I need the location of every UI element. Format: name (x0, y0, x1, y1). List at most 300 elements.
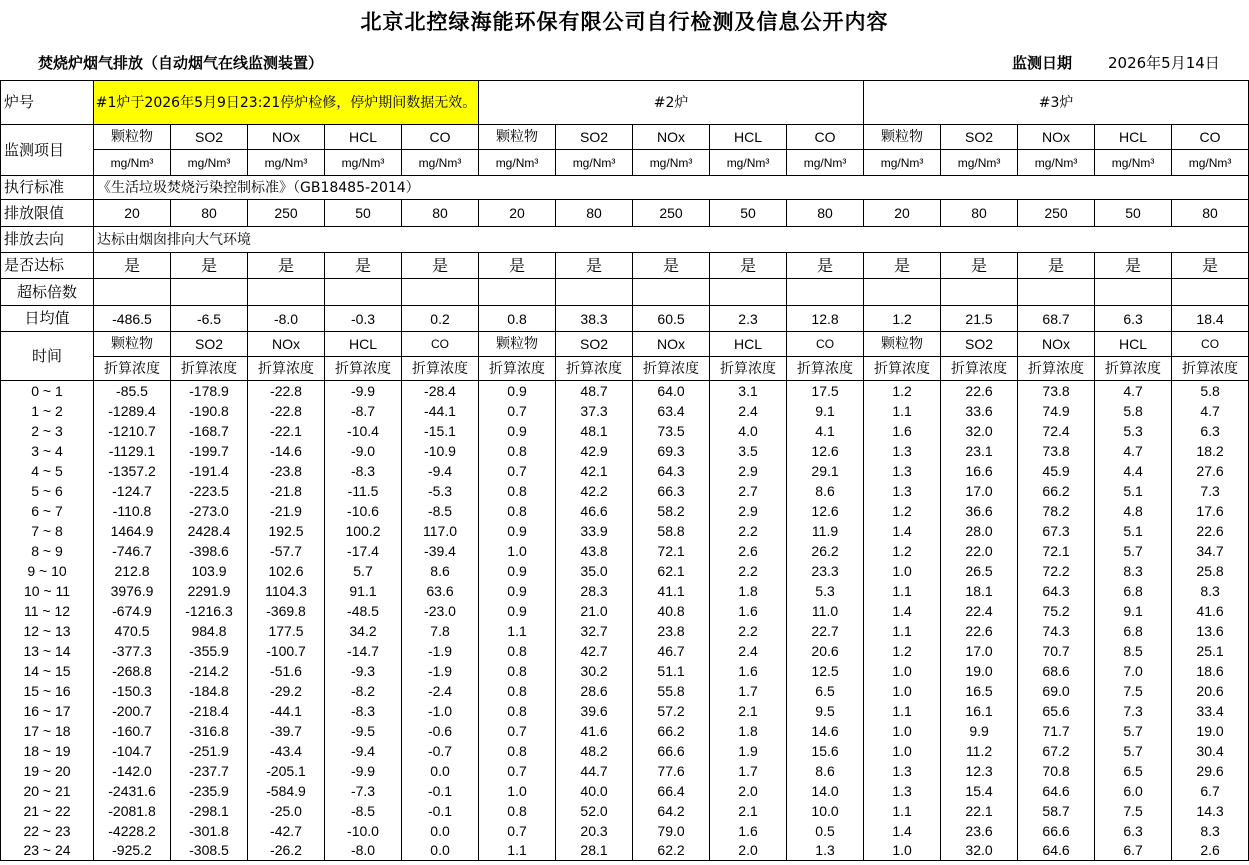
data-cell: 22.4 (941, 601, 1018, 621)
hour-label: 10 ~ 11 (1, 581, 94, 601)
table-row (1, 541, 1249, 561)
hour-label: 19 ~ 20 (1, 761, 94, 781)
pollutant-header: SO2 (941, 125, 1018, 150)
data-cell: 8.6 (787, 761, 864, 781)
data-cell: 16.5 (941, 681, 1018, 701)
data-cell: 2.2 (710, 521, 787, 541)
table-row (1, 721, 1249, 741)
data-cell: 42.9 (556, 441, 633, 461)
pollutant-header: CO (402, 125, 479, 150)
data-cell: 0.8 (479, 681, 556, 701)
data-cell: 1.1 (864, 801, 941, 821)
unit-label: mg/Nm³ (710, 150, 787, 176)
data-cell: -268.8 (94, 661, 171, 681)
data-cell: 28.0 (941, 521, 1018, 541)
compliance-value: 是 (325, 253, 402, 279)
unit-label: mg/Nm³ (1018, 150, 1095, 176)
data-cell: -184.8 (171, 681, 248, 701)
data-cell: -8.2 (325, 681, 402, 701)
data-cell: 7.5 (1095, 801, 1172, 821)
data-cell: 41.6 (1172, 601, 1249, 621)
data-cell: 42.7 (556, 641, 633, 661)
data-cell: 1.3 (864, 781, 941, 801)
data-cell: -1.9 (402, 641, 479, 661)
daily-avg-value: 1.2 (864, 306, 941, 332)
data-cell: 72.1 (633, 541, 710, 561)
data-cell: 33.6 (941, 401, 1018, 421)
data-cell: 32.0 (941, 841, 1018, 861)
data-cell: -25.0 (248, 801, 325, 821)
data-cell: 64.3 (1018, 581, 1095, 601)
data-cell: 0.8 (479, 441, 556, 461)
data-cell: 20.6 (787, 641, 864, 661)
data-cell: -100.7 (248, 641, 325, 661)
data-cell: 11.0 (787, 601, 864, 621)
data-cell: -2431.6 (94, 781, 171, 801)
table-row (1, 401, 1249, 421)
data-cell: 1.3 (864, 461, 941, 481)
data-cell: 2.7 (710, 481, 787, 501)
pollutant-header: NOx (1018, 125, 1095, 150)
data-cell: 0.7 (479, 461, 556, 481)
limit-value: 50 (325, 200, 402, 227)
monitoring-date-label: 监测日期 (1012, 54, 1073, 72)
hour-label: 7 ~ 8 (1, 521, 94, 541)
data-cell: -2.4 (402, 681, 479, 701)
furnace-row (1, 81, 1249, 125)
pollutant-header: SO2 (556, 125, 633, 150)
data-cell: 63.6 (402, 581, 479, 601)
pollutant-header: SO2 (556, 332, 633, 357)
data-cell: 1.4 (864, 601, 941, 621)
data-cell: 74.3 (1018, 621, 1095, 641)
direction-label: 排放去向 (1, 227, 94, 253)
data-cell: 32.0 (941, 421, 1018, 441)
data-cell: 1.1 (864, 401, 941, 421)
data-cell: -10.4 (325, 421, 402, 441)
conc-header: 折算浓度 (864, 357, 941, 381)
data-cell: 69.3 (633, 441, 710, 461)
data-cell: -8.3 (325, 701, 402, 721)
data-cell: -26.2 (248, 841, 325, 861)
hour-label: 4 ~ 5 (1, 461, 94, 481)
data-cell: 1.3 (864, 761, 941, 781)
pollutant-row (1, 125, 1249, 150)
data-cell: 67.3 (1018, 521, 1095, 541)
data-cell: -9.3 (325, 661, 402, 681)
exceed-value (402, 279, 479, 306)
standard-label: 执行标准 (1, 176, 94, 200)
table-row (1, 641, 1249, 661)
limit-label: 排放限值 (1, 200, 94, 227)
data-cell: -124.7 (94, 481, 171, 501)
exceed-value (864, 279, 941, 306)
data-cell: 67.2 (1018, 741, 1095, 761)
daily-avg-value: -0.3 (325, 306, 402, 332)
data-cell: 66.6 (633, 741, 710, 761)
data-cell: 23.6 (941, 821, 1018, 841)
daily-avg-value: -486.5 (94, 306, 171, 332)
data-cell: -168.7 (171, 421, 248, 441)
data-cell: -22.8 (248, 401, 325, 421)
compliance-value: 是 (1172, 253, 1249, 279)
data-cell: -7.3 (325, 781, 402, 801)
data-cell: 65.6 (1018, 701, 1095, 721)
data-cell: 1.2 (864, 501, 941, 521)
hour-label: 3 ~ 4 (1, 441, 94, 461)
data-cell: 21.0 (556, 601, 633, 621)
daily-avg-label: 日均值 (1, 306, 94, 332)
daily-avg-value: -8.0 (248, 306, 325, 332)
pollutant-header: HCL (710, 125, 787, 150)
data-cell: 14.0 (787, 781, 864, 801)
exceed-value (94, 279, 171, 306)
data-cell: 2.1 (710, 801, 787, 821)
exceed-value (1095, 279, 1172, 306)
unit-label: mg/Nm³ (402, 150, 479, 176)
data-cell: 64.6 (1018, 841, 1095, 861)
data-cell: 66.2 (1018, 481, 1095, 501)
data-cell: 7.8 (402, 621, 479, 641)
daily-avg-value: 18.4 (1172, 306, 1249, 332)
pollutant-header: NOx (248, 125, 325, 150)
data-cell: 6.7 (1172, 781, 1249, 801)
data-cell: 1.0 (864, 661, 941, 681)
unit-label: mg/Nm³ (1095, 150, 1172, 176)
data-cell: 6.5 (1095, 761, 1172, 781)
data-cell: 2.0 (710, 781, 787, 801)
data-cell: 1.9 (710, 741, 787, 761)
data-cell: 2.4 (710, 641, 787, 661)
unit-label: mg/Nm³ (941, 150, 1018, 176)
pollutant-header: HCL (325, 125, 402, 150)
data-cell: -10.6 (325, 501, 402, 521)
data-cell: 102.6 (248, 561, 325, 581)
data-cell: 177.5 (248, 621, 325, 641)
data-cell: 8.3 (1172, 821, 1249, 841)
data-cell: 1.4 (864, 521, 941, 541)
data-cell: 3.1 (710, 381, 787, 401)
conc-header: 折算浓度 (941, 357, 1018, 381)
data-cell: 9.9 (941, 721, 1018, 741)
hour-label: 9 ~ 10 (1, 561, 94, 581)
data-cell: 48.1 (556, 421, 633, 441)
hour-label: 13 ~ 14 (1, 641, 94, 661)
data-cell: 28.1 (556, 841, 633, 861)
pollutant-header: SO2 (171, 125, 248, 150)
compliance-value: 是 (479, 253, 556, 279)
data-cell: -0.6 (402, 721, 479, 741)
data-cell: -1357.2 (94, 461, 171, 481)
hour-label: 12 ~ 13 (1, 621, 94, 641)
conc-header: 折算浓度 (1095, 357, 1172, 381)
data-cell: 3976.9 (94, 581, 171, 601)
data-cell: 22.1 (941, 801, 1018, 821)
conc-header: 折算浓度 (710, 357, 787, 381)
data-cell: 8.6 (402, 561, 479, 581)
data-cell: -29.2 (248, 681, 325, 701)
data-cell: 2.6 (1172, 841, 1249, 861)
data-cell: 6.7 (1095, 841, 1172, 861)
data-cell: -8.3 (325, 461, 402, 481)
data-cell: -22.1 (248, 421, 325, 441)
table-row (1, 601, 1249, 621)
exceed-value (556, 279, 633, 306)
exceed-label: 超标倍数 (1, 279, 94, 306)
compliance-row (1, 253, 1249, 279)
data-cell: -142.0 (94, 761, 171, 781)
data-cell: 29.6 (1172, 761, 1249, 781)
hour-label: 0 ~ 1 (1, 381, 94, 401)
table-row (1, 821, 1249, 841)
table-row (1, 841, 1249, 861)
data-cell: 70.8 (1018, 761, 1095, 781)
data-cell: -8.7 (325, 401, 402, 421)
hour-label: 11 ~ 12 (1, 601, 94, 621)
data-cell: -1.0 (402, 701, 479, 721)
data-cell: 91.1 (325, 581, 402, 601)
hour-label: 17 ~ 18 (1, 721, 94, 741)
data-cell: 0.0 (402, 821, 479, 841)
compliance-value: 是 (1018, 253, 1095, 279)
data-cell: -14.7 (325, 641, 402, 661)
pollutant-header: 颗粒物 (864, 125, 941, 150)
pollutant-header: SO2 (941, 332, 1018, 357)
compliance-value: 是 (402, 253, 479, 279)
unit-label: mg/Nm³ (787, 150, 864, 176)
data-cell: 1.6 (864, 421, 941, 441)
data-cell: 42.2 (556, 481, 633, 501)
data-cell: 1.6 (710, 661, 787, 681)
data-cell: 28.3 (556, 581, 633, 601)
conc-header: 折算浓度 (1018, 357, 1095, 381)
data-cell: 6.8 (1095, 621, 1172, 641)
data-cell: 51.1 (633, 661, 710, 681)
data-cell: 64.0 (633, 381, 710, 401)
limit-value: 80 (787, 200, 864, 227)
data-cell: 0.8 (479, 501, 556, 521)
data-cell: 9.1 (787, 401, 864, 421)
data-cell: 1.3 (787, 841, 864, 861)
compliance-value: 是 (171, 253, 248, 279)
data-cell: 70.7 (1018, 641, 1095, 661)
data-cell: 62.2 (633, 841, 710, 861)
hour-label: 21 ~ 22 (1, 801, 94, 821)
data-cell: 5.7 (325, 561, 402, 581)
data-cell: -308.5 (171, 841, 248, 861)
data-cell: 6.8 (1095, 581, 1172, 601)
data-cell: 1.0 (864, 741, 941, 761)
data-cell: 71.7 (1018, 721, 1095, 741)
exceed-value (710, 279, 787, 306)
data-cell: 0.5 (787, 821, 864, 841)
pollutant-header: NOx (633, 125, 710, 150)
hour-label: 15 ~ 16 (1, 681, 94, 701)
data-cell: 64.2 (633, 801, 710, 821)
conc-header: 折算浓度 (787, 357, 864, 381)
unit-label: mg/Nm³ (864, 150, 941, 176)
hour-label: 20 ~ 21 (1, 781, 94, 801)
furnace1-notice: #1炉于2026年5月9日23:21停炉检修，停炉期间数据无效。 (94, 81, 479, 125)
data-cell: 1.2 (864, 541, 941, 561)
data-cell: 41.6 (556, 721, 633, 741)
data-cell: 43.8 (556, 541, 633, 561)
data-cell: 13.6 (1172, 621, 1249, 641)
table-row (1, 501, 1249, 521)
data-cell: -1210.7 (94, 421, 171, 441)
data-cell: 984.8 (171, 621, 248, 641)
data-cell: 62.1 (633, 561, 710, 581)
data-cell: 17.5 (787, 381, 864, 401)
data-cell: -1289.4 (94, 401, 171, 421)
daily-avg-value: 38.3 (556, 306, 633, 332)
furnace2-header: #2炉 (479, 81, 864, 125)
table-row (1, 801, 1249, 821)
pollutant-header: NOx (248, 332, 325, 357)
data-cell: 29.1 (787, 461, 864, 481)
data-cell: 4.4 (1095, 461, 1172, 481)
data-cell: 2.9 (710, 501, 787, 521)
data-cell: 17.6 (1172, 501, 1249, 521)
data-cell: 66.4 (633, 781, 710, 801)
data-cell: 72.4 (1018, 421, 1095, 441)
limit-value: 80 (402, 200, 479, 227)
pollutant-header: HCL (1095, 332, 1172, 357)
data-cell: 57.2 (633, 701, 710, 721)
data-cell: 1.0 (479, 541, 556, 561)
data-cell: 73.5 (633, 421, 710, 441)
data-cell: -746.7 (94, 541, 171, 561)
data-cell: 0.9 (479, 421, 556, 441)
data-cell: -398.6 (171, 541, 248, 561)
data-cell: 34.7 (1172, 541, 1249, 561)
exceed-value (1172, 279, 1249, 306)
data-cell: 37.3 (556, 401, 633, 421)
data-cell: 18.6 (1172, 661, 1249, 681)
section-subtitle: 焚烧炉烟气排放（自动烟气在线监测装置） (38, 54, 324, 72)
data-cell: 2.6 (710, 541, 787, 561)
data-cell: 27.6 (1172, 461, 1249, 481)
data-cell: 4.7 (1095, 441, 1172, 461)
standard-row (1, 176, 1249, 200)
data-cell: -377.3 (94, 641, 171, 661)
hour-label: 2 ~ 3 (1, 421, 94, 441)
data-cell: 5.8 (1095, 401, 1172, 421)
data-cell: 0.0 (402, 841, 479, 861)
data-cell: -110.8 (94, 501, 171, 521)
data-cell: 17.0 (941, 641, 1018, 661)
data-cell: 25.8 (1172, 561, 1249, 581)
data-cell: 0.7 (479, 761, 556, 781)
table-row (1, 781, 1249, 801)
data-cell: -39.7 (248, 721, 325, 741)
data-cell: 66.6 (1018, 821, 1095, 841)
data-cell: -178.9 (171, 381, 248, 401)
data-cell: 73.8 (1018, 381, 1095, 401)
data-cell: 1.1 (479, 621, 556, 641)
table-row (1, 681, 1249, 701)
data-cell: 72.2 (1018, 561, 1095, 581)
data-cell: 1.0 (864, 681, 941, 701)
data-cell: 41.1 (633, 581, 710, 601)
data-cell: 14.6 (787, 721, 864, 741)
data-cell: -8.5 (402, 501, 479, 521)
data-cell: -44.1 (402, 401, 479, 421)
data-cell: 23.3 (787, 561, 864, 581)
data-cell: 192.5 (248, 521, 325, 541)
data-cell: 15.4 (941, 781, 1018, 801)
daily-avg-value: 0.2 (402, 306, 479, 332)
data-cell: 1.3 (864, 481, 941, 501)
data-cell: -674.9 (94, 601, 171, 621)
data-cell: 2428.4 (171, 521, 248, 541)
table-row (1, 741, 1249, 761)
data-cell: 1.0 (479, 781, 556, 801)
hour-label: 18 ~ 19 (1, 741, 94, 761)
daily-avg-value: -6.5 (171, 306, 248, 332)
data-cell: 212.8 (94, 561, 171, 581)
compliance-value: 是 (556, 253, 633, 279)
data-cell: 16.1 (941, 701, 1018, 721)
data-cell: 25.1 (1172, 641, 1249, 661)
data-cell: 8.3 (1172, 581, 1249, 601)
table-row (1, 461, 1249, 481)
data-cell: 2.9 (710, 461, 787, 481)
data-cell: -0.1 (402, 801, 479, 821)
compliance-value: 是 (248, 253, 325, 279)
data-cell: 45.9 (1018, 461, 1095, 481)
data-cell: 2.4 (710, 401, 787, 421)
pollutant-header: CO (402, 332, 479, 357)
hour-label: 1 ~ 2 (1, 401, 94, 421)
data-cell: 0.7 (479, 401, 556, 421)
data-cell: 470.5 (94, 621, 171, 641)
data-cell: 1.3 (864, 441, 941, 461)
pollutant-header: 颗粒物 (94, 125, 171, 150)
daily-avg-value: 60.5 (633, 306, 710, 332)
conc-header: 折算浓度 (94, 357, 171, 381)
data-cell: -5.3 (402, 481, 479, 501)
data-cell: -199.7 (171, 441, 248, 461)
data-cell: -57.7 (248, 541, 325, 561)
direction-value: 达标由烟囱排向大气环境 (94, 227, 1249, 253)
conc-header: 折算浓度 (479, 357, 556, 381)
limit-value: 50 (710, 200, 787, 227)
data-cell: -104.7 (94, 741, 171, 761)
table-row (1, 701, 1249, 721)
data-cell: 9.5 (787, 701, 864, 721)
data-cell: -39.4 (402, 541, 479, 561)
exceed-value (248, 279, 325, 306)
standard-value: 《生活垃圾焚烧污染控制标准》（GB18485-2014） (94, 176, 1249, 200)
data-cell: 0.8 (479, 801, 556, 821)
data-cell: 63.4 (633, 401, 710, 421)
data-cell: -150.3 (94, 681, 171, 701)
data-cell: -51.6 (248, 661, 325, 681)
data-cell: 11.2 (941, 741, 1018, 761)
compliance-value: 是 (94, 253, 171, 279)
hour-label: 6 ~ 7 (1, 501, 94, 521)
data-cell: 16.6 (941, 461, 1018, 481)
data-cell: -2081.8 (94, 801, 171, 821)
compliance-value: 是 (710, 253, 787, 279)
data-cell: 66.3 (633, 481, 710, 501)
pollutant-header: HCL (1095, 125, 1172, 150)
data-cell: 7.0 (1095, 661, 1172, 681)
data-cell: 5.7 (1095, 541, 1172, 561)
compliance-value: 是 (633, 253, 710, 279)
data-cell: 26.2 (787, 541, 864, 561)
